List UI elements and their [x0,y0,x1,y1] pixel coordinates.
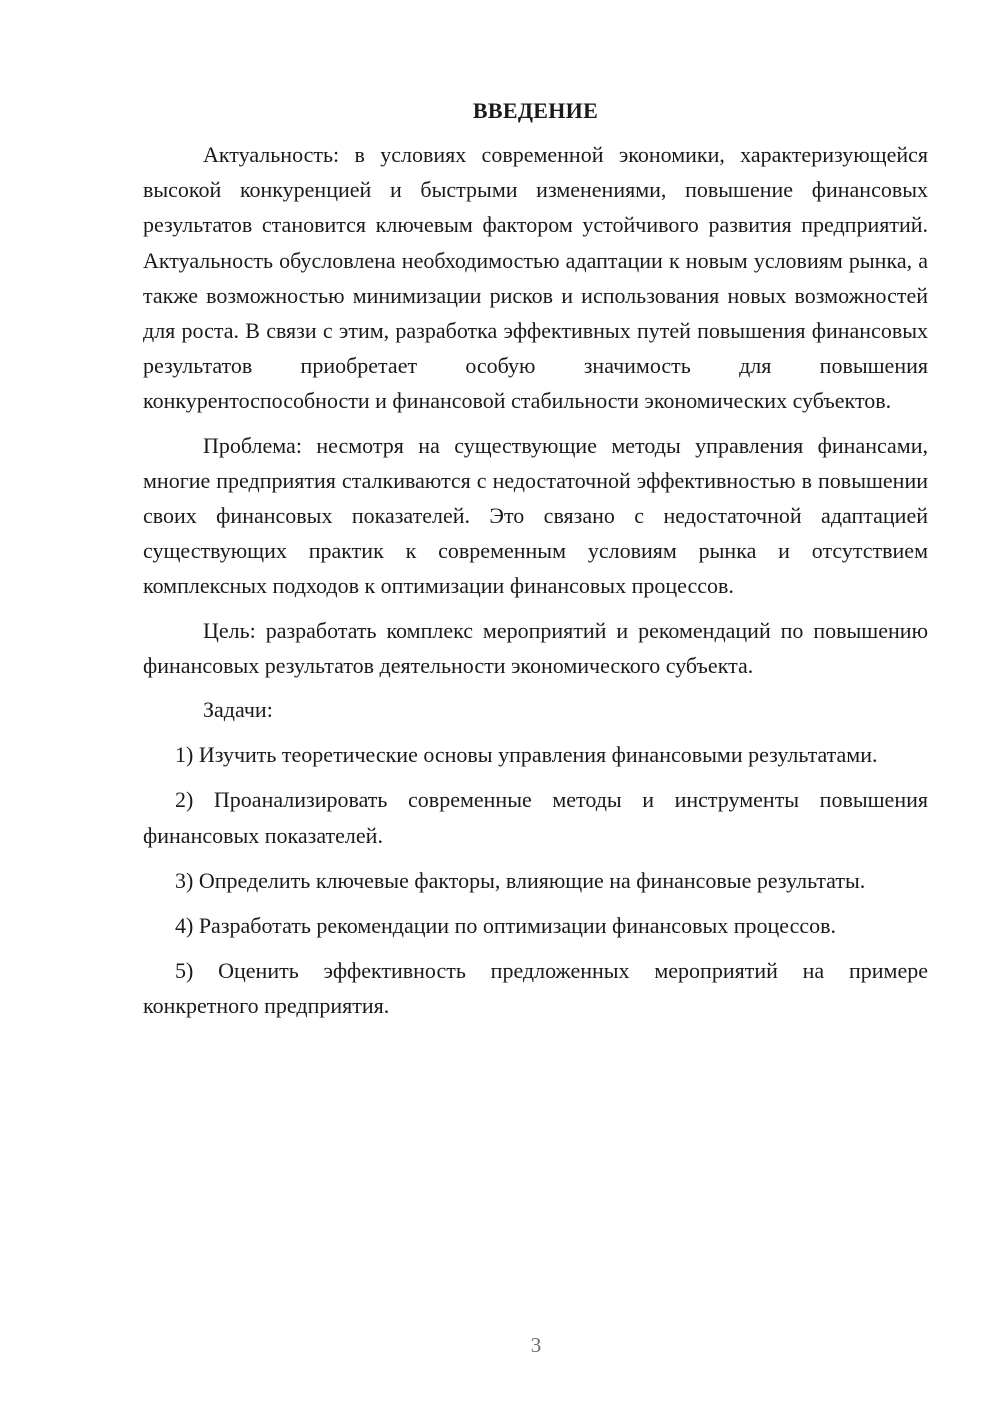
problem-paragraph: Проблема: несмотря на существующие методы управления финансами, многие предприятия сталкиваются с недостаточной эффективностью в повышении своих финансовых показателей. Это связано с недостаточной адаптацией существующих практик к современным условиям рынка и отсутствием комплексных подходов к оптимизации финансовых процессов. [143,432,928,599]
goal-paragraph: Цель: разработать комплекс мероприятий и рекомендаций по повышению финансовых результатов деятельности экономического субъекта. [143,617,928,678]
tasks-label: Задачи: [203,697,273,723]
task-item: 3) Определить ключевые факторы, влияющие на финансовые результаты. [175,867,866,893]
page-title: ВВЕДЕНИЕ [472,98,599,123]
task-item: 5) Оценить эффективность предложенных мероприятий на примере конкретного предприятия. [143,958,928,1019]
relevance-paragraph: Актуальность: в условиях современной экономики, характеризующейся высокой конкуренцией и быстрыми изменениями, повышение финансовых результатов становится ключевым фактором устойчивого развития предприятий. Актуальность обусловлена необходимостью адаптации к новым условиям рынка, а также возможностью минимизации рисков и использования новых возможностей для роста. В связи с этим, разработка эффективных путей повышения финансовых результатов приобретает особую значимость для повышения конкурентоспособности и финансовой стабильности экономических субъектов. [143,142,928,414]
task-item: 2) Проанализировать современные методы и инструменты повышения финансовых показателей. [143,787,928,848]
page-number: 3 [530,1333,542,1357]
document-page [143,96,928,1024]
task-item: 1) Изучить теоретические основы управления финансовыми результатами. [175,742,878,768]
task-item: 4) Разработать рекомендации по оптимизации финансовых процессов. [175,913,837,939]
